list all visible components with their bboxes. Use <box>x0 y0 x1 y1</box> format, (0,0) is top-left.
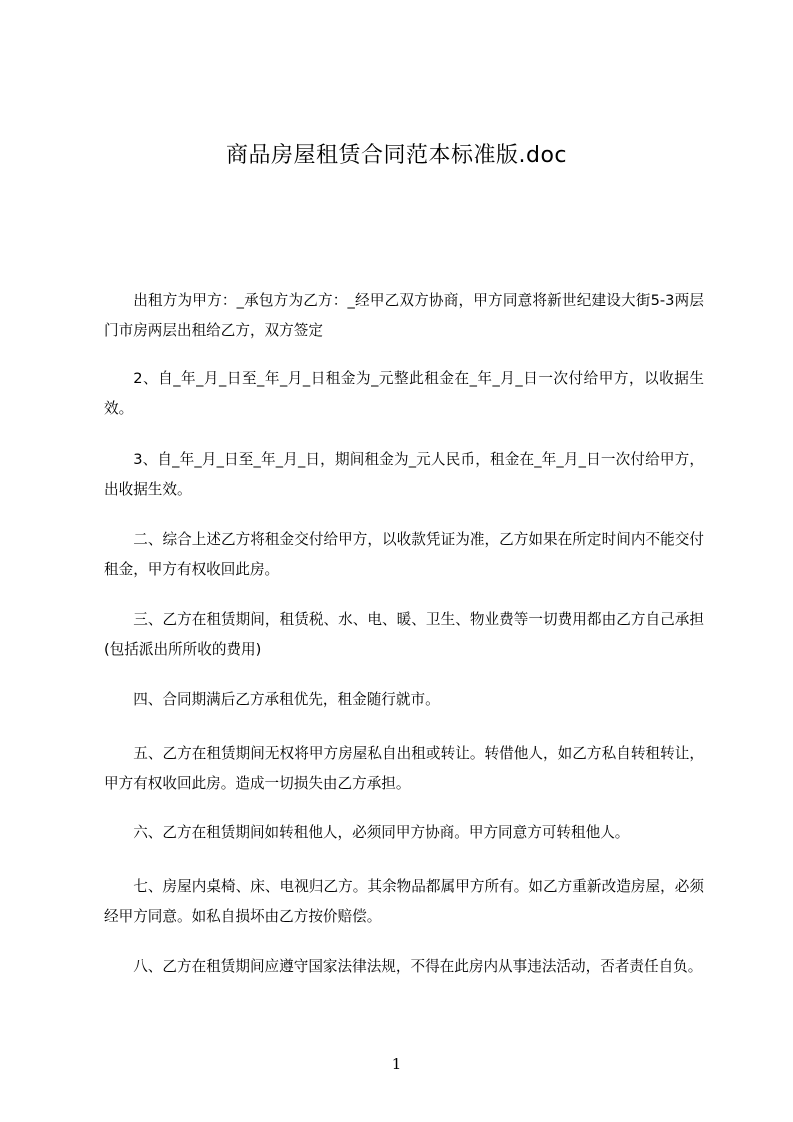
paragraph-preamble: 出租方为甲方：_承包方为乙方：_经甲乙双方协商，甲方同意将新世纪建设大街5-3两层门市房两层出租给乙方，双方签定 <box>104 292 704 339</box>
paragraph-section-7: 七、房屋内桌椅、床、电视归乙方。其余物品都属甲方所有。如乙方重新改造房屋，必须经甲方同意。如私自损坏由乙方按价赔偿。 <box>104 878 704 925</box>
paragraph-section-8: 八、乙方在租赁期间应遵守国家法律法规，不得在此房内从事违法活动，否者责任自负。 <box>133 958 703 975</box>
paragraph-section-3: 三、乙方在租赁期间，租赁税、水、电、暖、卫生、物业费等一切费用都由乙方自己承担(包括派出所所收的费用) <box>104 611 704 658</box>
paragraph-clause-3: 3、自_年_月_日至_年_月_日，期间租金为_元人民币，租金在_年_月_日一次付给甲方，出收据生效。 <box>104 451 704 498</box>
paragraph-clause-2: 2、自_年_月_日至_年_月_日租金为_元整此租金在_年_月_日一次付给甲方，以收据生效。 <box>104 370 704 417</box>
paragraph-section-6: 六、乙方在租赁期间如转租他人，必须同甲方协商。甲方同意方可转租他人。 <box>133 824 630 841</box>
paragraph-section-2: 二、综合上述乙方将租金交付给甲方，以收款凭证为准，乙方如果在所定时间内不能交付租金，甲方有权收回此房。 <box>104 531 704 578</box>
page-number: 1 <box>391 1055 402 1073</box>
paragraph-section-4: 四、合同期满后乙方承租优先，租金随行就市。 <box>133 691 440 708</box>
paragraph-section-5: 五、乙方在租赁期间无权将甲方房屋私自出租或转让。转借他人，如乙方私自转租转让，甲方有权收回此房。造成一切损失由乙方承担。 <box>104 745 704 792</box>
document-title: 商品房屋租赁合同范本标准版.doc <box>225 143 567 168</box>
